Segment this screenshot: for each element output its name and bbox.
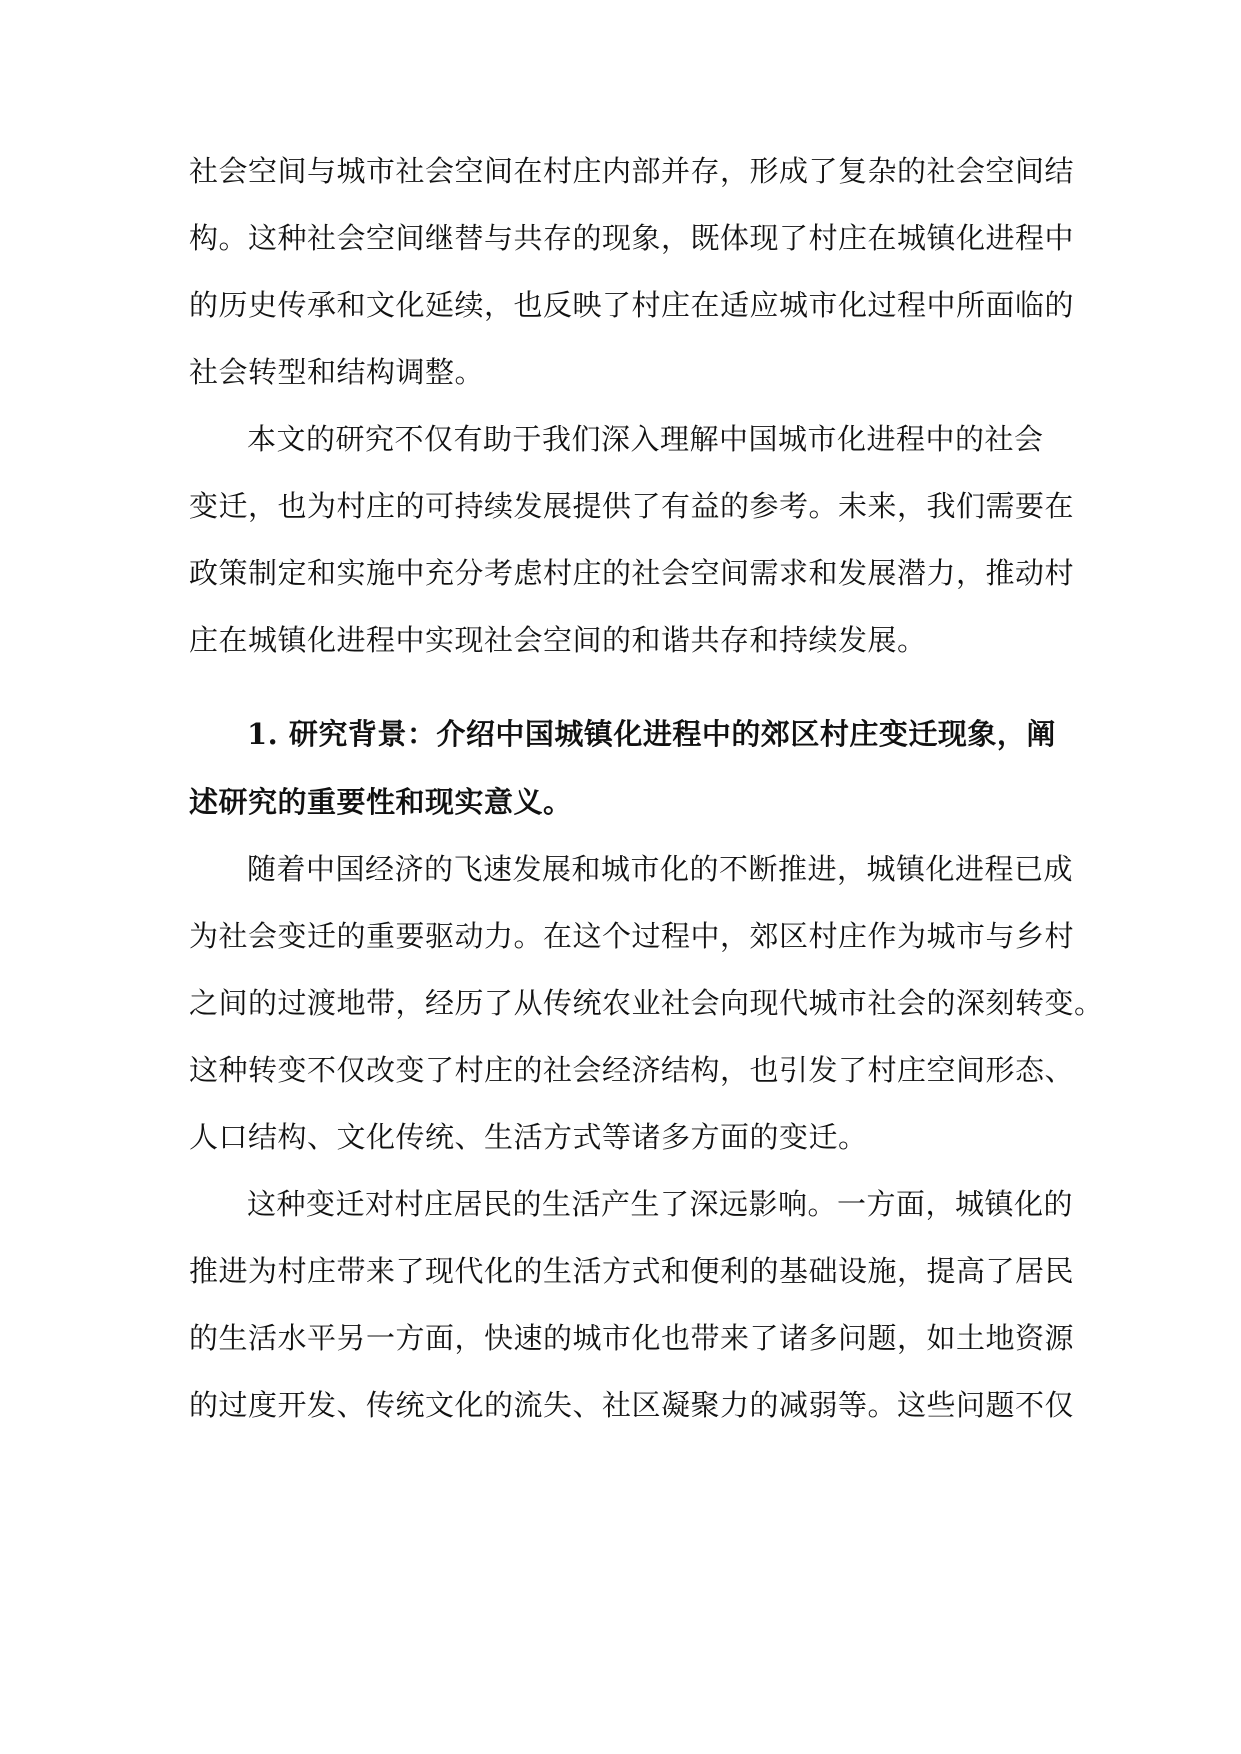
text-line: 庄在城镇化进程中实现社会空间的和谐共存和持续发展。 <box>189 623 927 657</box>
text-line: 这种转变不仅改变了村庄的社会经济结构，也引发了村庄空间形态、 <box>189 1053 1075 1087</box>
text-line: 构。这种社会空间继替与共存的现象，既体现了村庄在城镇化进程中 <box>189 221 1075 255</box>
text-line: 政策制定和实施中充分考虑村庄的社会空间需求和发展潜力，推动村 <box>189 556 1075 590</box>
text-line: 社会空间与城市社会空间在村庄内部并存，形成了复杂的社会空间结 <box>189 154 1075 188</box>
text-line: 变迁，也为村庄的可持续发展提供了有益的参考。未来，我们需要在 <box>189 489 1075 523</box>
text-line: 的生活水平另一方面，快速的城市化也带来了诸多问题，如土地资源 <box>189 1321 1075 1355</box>
text-line: 社会转型和结构调整。 <box>189 355 485 389</box>
text-line: 的过度开发、传统文化的流失、社区凝聚力的减弱等。这些问题不仅 <box>189 1388 1075 1422</box>
paragraph-first-line: 随着中国经济的飞速发展和城市化的不断推进，城镇化进程已成 <box>247 852 1074 886</box>
text-line: 推进为村庄带来了现代化的生活方式和便利的基础设施，提高了居民 <box>189 1254 1075 1288</box>
section-heading: 1. 研究背景：介绍中国城镇化进程中的郊区村庄变迁现象，阐 <box>247 717 1056 751</box>
text-line: 的历史传承和文化延续，也反映了村庄在适应城市化过程中所面临的 <box>189 288 1075 322</box>
paragraph-first-line: 本文的研究不仅有助于我们深入理解中国城市化进程中的社会 <box>247 422 1044 456</box>
text-line: 之间的过渡地带，经历了从传统农业社会向现代城市社会的深刻转变。 <box>189 986 1104 1020</box>
text-line: 为社会变迁的重要驱动力。在这个过程中，郊区村庄作为城市与乡村 <box>189 919 1075 953</box>
text-line: 人口结构、文化传统、生活方式等诸多方面的变迁。 <box>189 1120 868 1154</box>
paragraph-first-line: 这种变迁对村庄居民的生活产生了深远影响。一方面，城镇化的 <box>247 1187 1074 1221</box>
section-heading-cont: 述研究的重要性和现实意义。 <box>189 785 573 819</box>
